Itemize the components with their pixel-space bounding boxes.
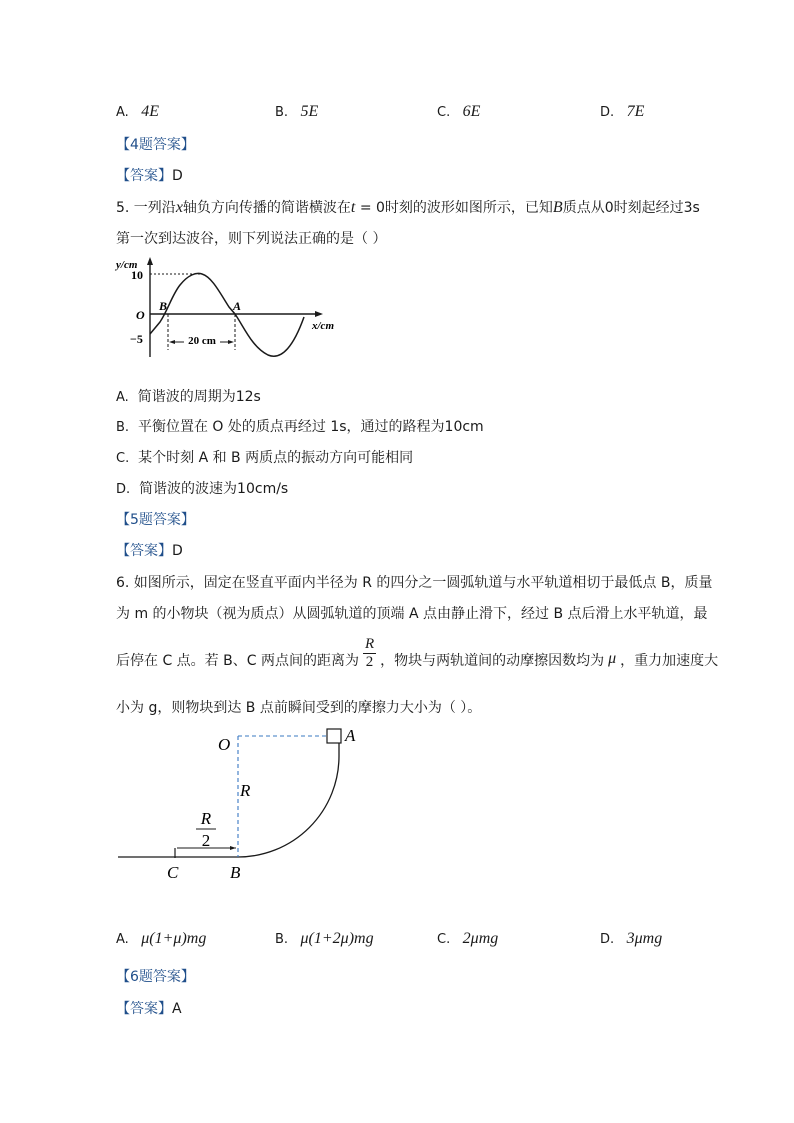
stem-text: = 0时刻的波形如图所示，已知: [355, 200, 553, 216]
stem-text: 后停在 C 点。若 B、C 两点间的距离为: [116, 653, 359, 669]
q5-stem-line2: 第一次到达波谷，则下列说法正确的是（ ）: [116, 231, 387, 247]
q5-option-a: [116, 386, 261, 406]
block: [327, 729, 341, 743]
stem-var: B: [552, 199, 563, 216]
tick-origin: O: [136, 308, 145, 322]
option-letter: D.: [600, 105, 615, 120]
label-r: R: [240, 781, 251, 800]
span-label: 20 cm: [188, 335, 216, 347]
q6-option-d: [600, 930, 662, 948]
option-letter: B.: [116, 420, 130, 435]
option-letter: A.: [116, 932, 129, 947]
option-letter: B.: [275, 932, 289, 947]
q6-answer: [116, 998, 182, 1018]
option-text: 平衡位置在 O 处的质点再经过 1s，通过的路程为10cm: [137, 419, 484, 435]
option-letter: D.: [116, 482, 131, 497]
q5-option-d: [116, 478, 288, 498]
option-letter: A.: [116, 390, 129, 405]
option-value: 4E: [141, 103, 160, 120]
stem-text: ，物块与两轨道间的动摩擦因数均为: [380, 653, 605, 669]
option-value: μ(1+μ)mg: [141, 930, 207, 947]
tick-10: 10: [131, 268, 143, 282]
q4-option-a: [116, 103, 159, 121]
answer-value: D: [172, 168, 183, 184]
point-b-label: B: [159, 299, 168, 313]
option-letter: D.: [600, 932, 615, 947]
label-o: O: [218, 735, 231, 754]
label-b: B: [230, 863, 241, 882]
answer-label: 【答案】: [116, 1001, 172, 1017]
q4-answer: [116, 165, 183, 185]
option-letter: A.: [116, 105, 129, 120]
option-letter: C.: [437, 932, 451, 947]
option-value: 3μmg: [626, 930, 663, 947]
q6-stem-line3: [116, 636, 718, 680]
q6-stem-line1: 6. 如图所示，固定在竖直平面内半径为 R 的四分之一圆弧轨道与水平轨道相切于最低点 B，质量: [116, 575, 713, 591]
answer-label: 【答案】: [116, 168, 172, 184]
option-value: 2μmg: [462, 930, 499, 947]
q4-option-d: [600, 103, 644, 121]
q5-option-c: [116, 447, 413, 467]
option-letter: B.: [275, 105, 289, 120]
option-text: 简谐波的波速为10cm/s: [139, 481, 289, 497]
q6-stem-line4: 小为 g，则物块到达 B 点前瞬间受到的摩擦力大小为（ ）。: [116, 700, 482, 716]
inline-fraction: [363, 636, 376, 671]
fraction-numerator: R: [364, 636, 375, 652]
tick-neg5: −5: [130, 332, 143, 346]
stem-var: x: [175, 199, 183, 216]
wave-curve: [150, 273, 304, 356]
point-a-label: A: [233, 299, 242, 313]
stem-var: t: [350, 199, 356, 216]
q5-answer: [116, 540, 183, 560]
label-frac-num: R: [200, 809, 212, 828]
q6-section-tag: 【6题答案】: [116, 969, 195, 985]
option-value: 7E: [626, 103, 645, 120]
option-text: 某个时刻 A 和 B 两质点的振动方向可能相同: [138, 450, 414, 466]
x-axis-label: x/cm: [312, 320, 334, 332]
stem-text: 轴负方向传播的简谐横波在: [182, 200, 351, 216]
answer-value: D: [172, 543, 183, 559]
q5-section-tag: 【5题答案】: [116, 512, 195, 528]
answer-value: A: [172, 1001, 182, 1017]
q6-track-figure: [112, 722, 372, 887]
label-a: A: [345, 726, 356, 745]
label-c: C: [167, 863, 179, 882]
q6-option-c: [437, 930, 498, 948]
option-letter: C.: [437, 105, 451, 120]
stem-text: 5. 一列沿: [116, 200, 176, 216]
option-value: 5E: [300, 103, 319, 120]
q5-wave-figure: [112, 255, 352, 365]
q4-section-tag: 【4题答案】: [116, 137, 195, 153]
q6-option-a: [116, 930, 206, 948]
q5-stem-line1: [116, 197, 700, 217]
option-value: 6E: [462, 103, 481, 120]
arc-track: [238, 738, 339, 857]
q4-option-b: [275, 103, 318, 121]
y-axis-arrow: [147, 257, 153, 265]
label-frac-den: 2: [201, 831, 211, 850]
option-text: 简谐波的周期为12s: [137, 389, 261, 405]
fraction-denominator: 2: [365, 654, 374, 670]
answer-label: 【答案】: [116, 543, 172, 559]
y-axis-label: y/cm: [116, 259, 138, 271]
q6-option-b: [275, 930, 374, 948]
q4-option-c: [437, 103, 480, 121]
q6-stem-line2: 为 m 的小物块（视为质点）从圆弧轨道的顶端 A 点由静止滑下，经过 B 点后滑上水平轨道，最: [116, 606, 708, 622]
stem-var: μ: [608, 650, 617, 667]
option-letter: C.: [116, 451, 130, 466]
stem-text: ，重力加速度大: [620, 653, 719, 669]
q5-option-b: [116, 416, 484, 436]
option-value: μ(1+2μ)mg: [300, 930, 374, 947]
x-axis-arrow: [315, 311, 323, 317]
stem-text: 质点从0时刻起经过3s: [562, 200, 700, 216]
